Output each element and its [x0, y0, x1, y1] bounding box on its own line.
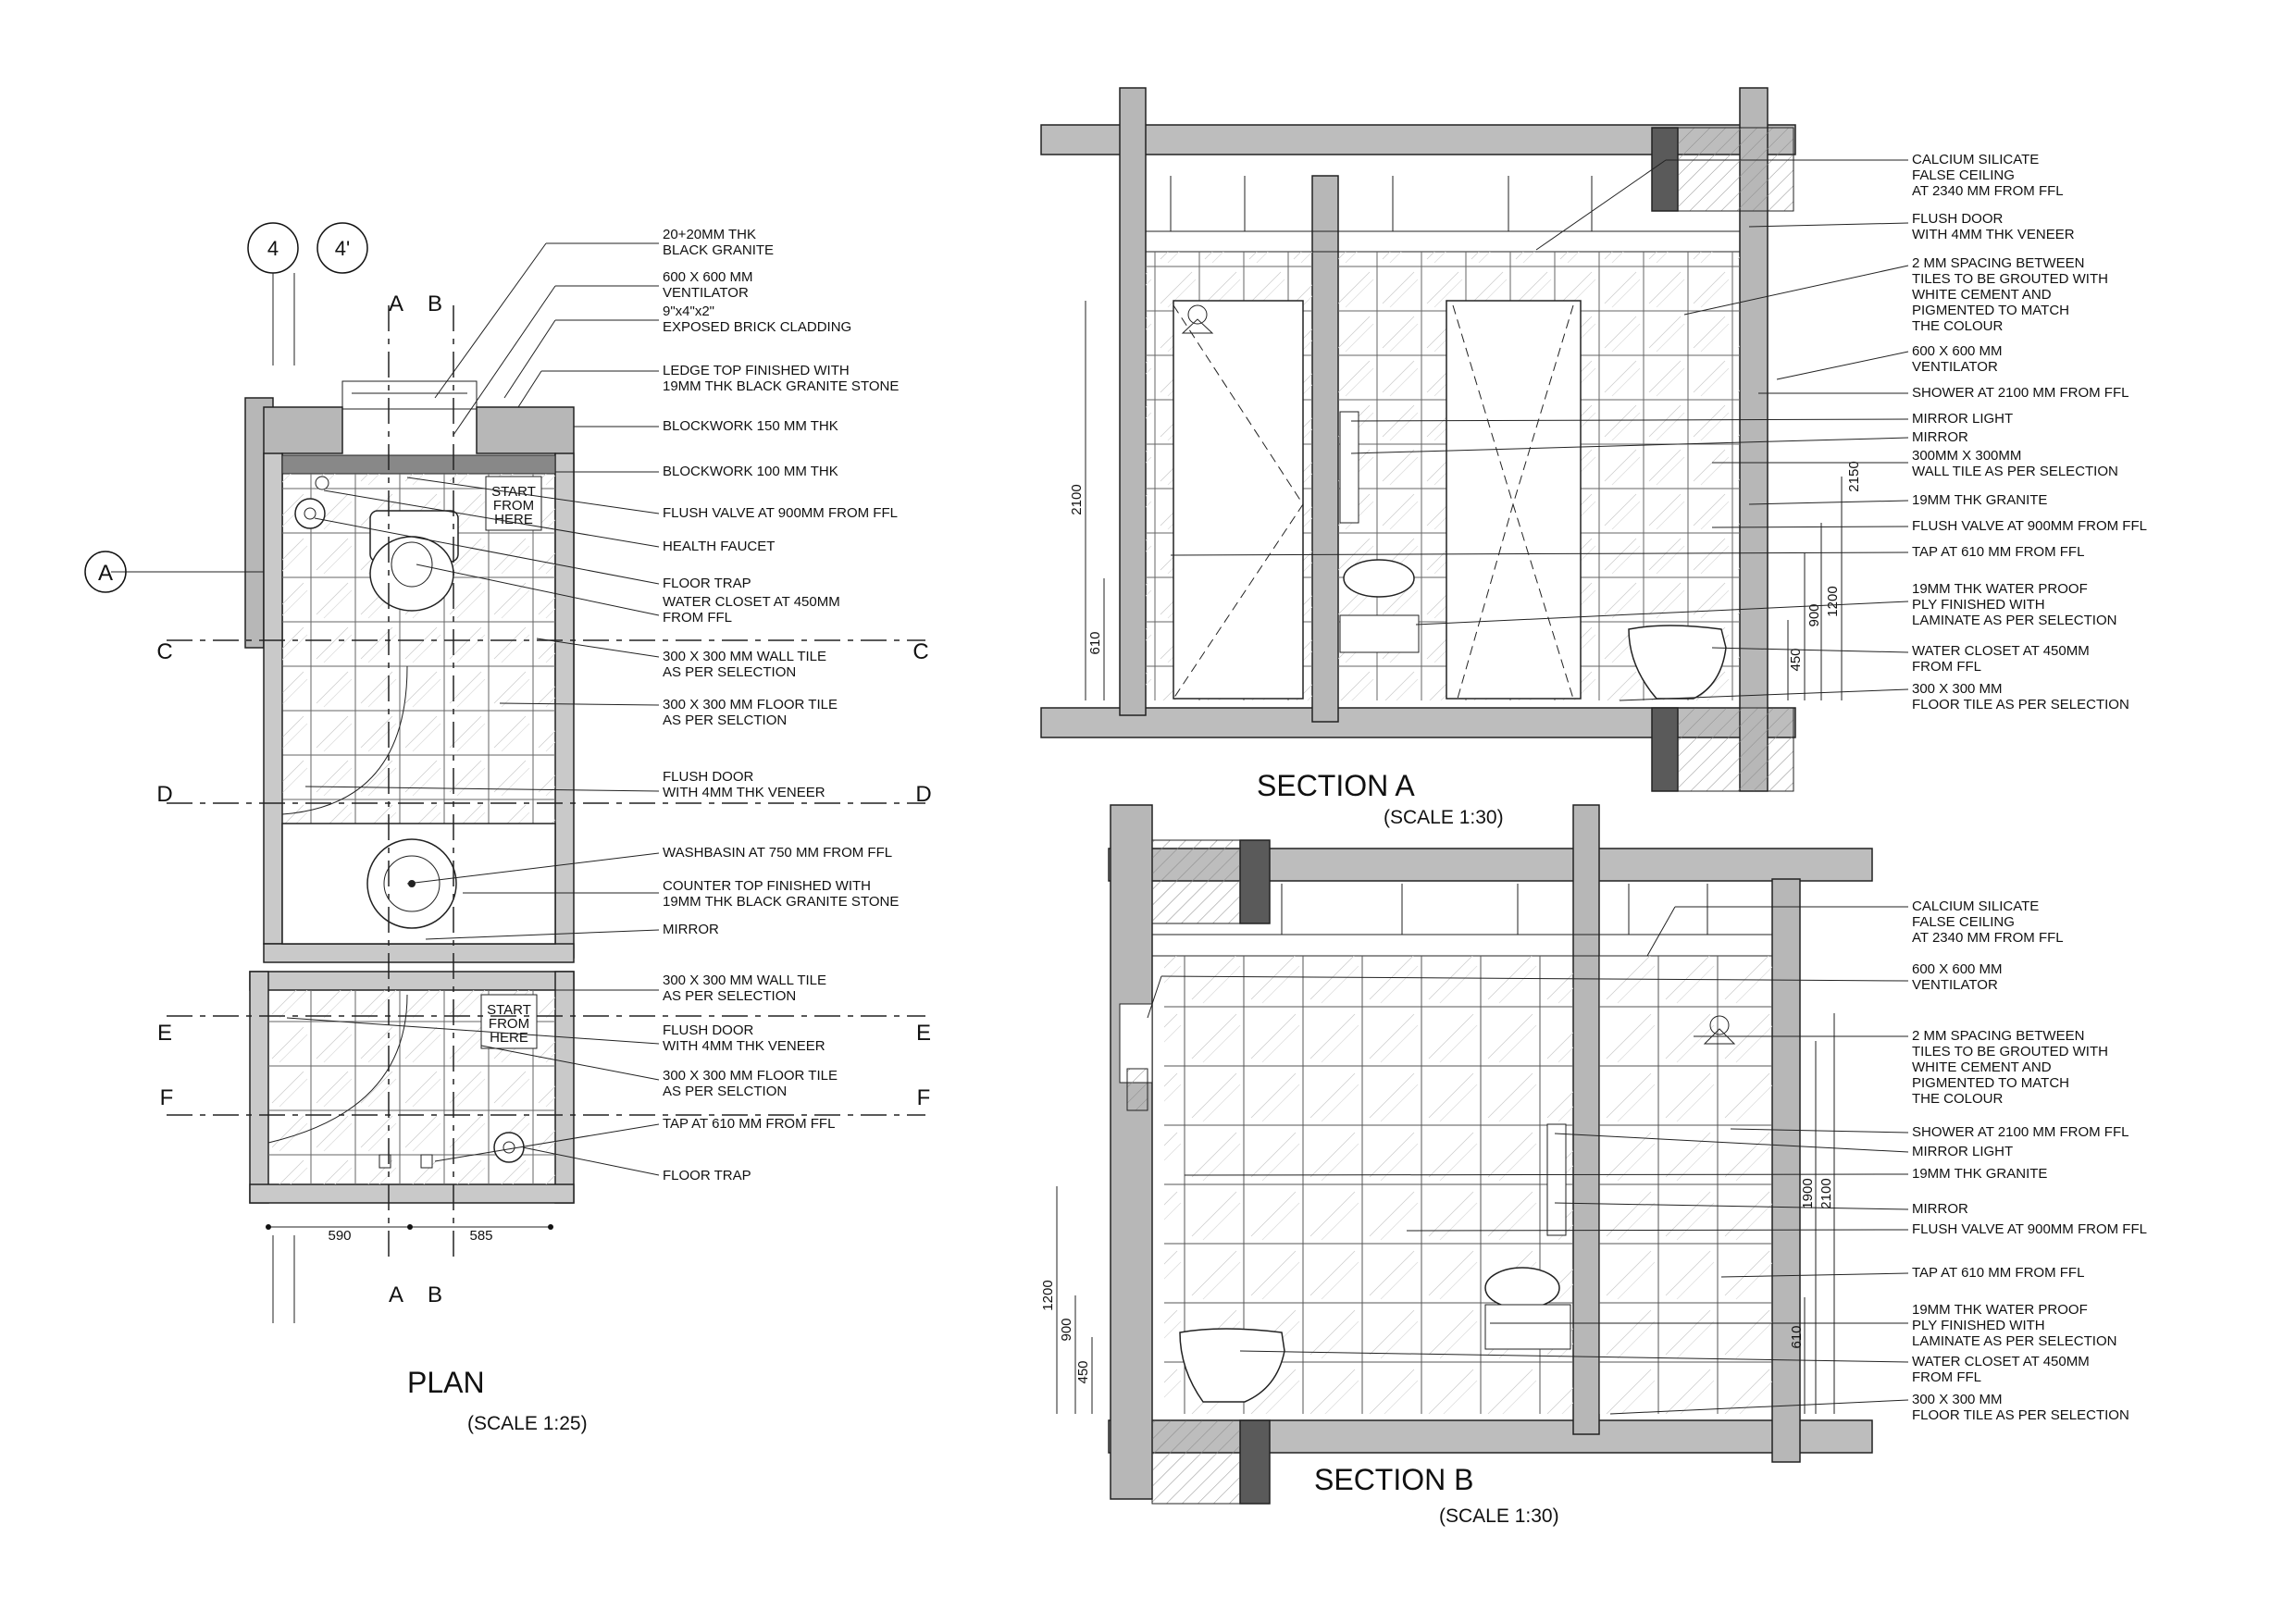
- svg-text:1200: 1200: [1040, 1280, 1056, 1311]
- section-a-note-9-line-0: FLUSH VALVE AT 900MM FROM FFL: [1912, 518, 2147, 534]
- plan-note-0-line-1: BLACK GRANITE: [663, 242, 775, 258]
- section-a-note-6-line-0: MIRROR: [1912, 429, 1968, 445]
- plan-note-10-line-1: AS PER SELECTION: [663, 664, 797, 680]
- plan-note-17-line-1: WITH 4MM THK VENEER: [663, 1038, 825, 1054]
- plan-note-12-line-0: FLUSH DOOR: [663, 769, 754, 785]
- svg-text:2100: 2100: [1818, 1178, 1834, 1209]
- plan-note-4-line-0: BLOCKWORK 150 MM THK: [663, 418, 838, 434]
- plan-note-16-line-0: 300 X 300 MM WALL TILE: [663, 973, 827, 988]
- section-a-note-3-line-1: VENTILATOR: [1912, 359, 1998, 375]
- section-b-note-0-line-2: AT 2340 MM FROM FFL: [1912, 930, 2064, 946]
- plan-note-6-line-0: FLUSH VALVE AT 900MM FROM FFL: [663, 505, 898, 521]
- section-b-note-2-line-0: 2 MM SPACING BETWEEN: [1912, 1028, 2085, 1044]
- section-b-note-10-line-1: FROM FFL: [1912, 1369, 1981, 1385]
- section-a-note-0-line-2: AT 2340 MM FROM FFL: [1912, 183, 2064, 199]
- section-a-note-12-line-0: WATER CLOSET AT 450MM: [1912, 643, 2090, 659]
- section-a-drawing: [1041, 88, 2147, 828]
- section-b-note-11-line-1: FLOOR TILE AS PER SELECTION: [1912, 1407, 2129, 1423]
- plan-note-9-line-1: FROM FFL: [663, 610, 732, 626]
- svg-text:A: A: [388, 1282, 404, 1307]
- section-a-note-2-line-1: TILES TO BE GROUTED WITH: [1912, 271, 2108, 287]
- section-b-note-0-line-1: FALSE CEILING: [1912, 914, 2015, 930]
- plan-note-15-line-0: MIRROR: [663, 922, 719, 937]
- section-b-note-6-line-0: MIRROR: [1912, 1201, 1968, 1217]
- section-b-note-2-line-2: WHITE CEMENT AND: [1912, 1059, 2052, 1075]
- section-a-scale: (SCALE 1:30): [1384, 807, 1504, 828]
- plan-scale: (SCALE 1:25): [467, 1413, 588, 1434]
- plan-note-20-line-0: FLOOR TRAP: [663, 1168, 751, 1183]
- plan-note-18-line-1: AS PER SELCTION: [663, 1084, 788, 1099]
- section-b-notes: [1912, 898, 2147, 1423]
- svg-text:450: 450: [1075, 1360, 1091, 1384]
- svg-text:F: F: [916, 1085, 931, 1110]
- section-a-note-8-line-0: 19MM THK GRANITE: [1912, 492, 2048, 508]
- section-b-title: SECTION B: [1314, 1463, 1474, 1496]
- svg-text:FROM: FROM: [492, 498, 535, 514]
- svg-text:E: E: [156, 1021, 173, 1046]
- grid-label-4-prime: 4': [334, 237, 351, 260]
- plan-note-11-line-0: 300 X 300 MM FLOOR TILE: [663, 697, 838, 712]
- plan-drawing: [85, 223, 932, 1434]
- svg-text:1200: 1200: [1825, 586, 1841, 617]
- svg-text:E: E: [915, 1021, 932, 1046]
- svg-text:2100: 2100: [1069, 484, 1085, 515]
- section-b-scale: (SCALE 1:30): [1439, 1505, 1559, 1527]
- plan-note-9-line-0: WATER CLOSET AT 450MM: [663, 594, 840, 610]
- section-b-note-2-line-3: PIGMENTED TO MATCH: [1912, 1075, 2070, 1091]
- plan-note-3-line-1: 19MM THK BLACK GRANITE STONE: [663, 378, 900, 394]
- section-a-note-12-line-1: FROM FFL: [1912, 659, 1981, 675]
- svg-text:610: 610: [1087, 631, 1103, 655]
- svg-text:900: 900: [1059, 1318, 1074, 1342]
- svg-text:C: C: [912, 639, 929, 664]
- plan-note-7-line-0: HEALTH FAUCET: [663, 539, 776, 554]
- grid-label-4: 4: [267, 237, 279, 260]
- svg-text:450: 450: [1788, 648, 1804, 672]
- plan-title: PLAN: [407, 1366, 485, 1399]
- section-b-note-11-line-0: 300 X 300 MM: [1912, 1392, 2003, 1407]
- section-b-note-3-line-0: SHOWER AT 2100 MM FROM FFL: [1912, 1124, 2129, 1140]
- section-a-note-13-line-1: FLOOR TILE AS PER SELECTION: [1912, 697, 2129, 712]
- svg-text:FROM: FROM: [488, 1016, 530, 1032]
- section-b-note-1-line-1: VENTILATOR: [1912, 977, 1998, 993]
- section-b-note-2-line-1: TILES TO BE GROUTED WITH: [1912, 1044, 2108, 1059]
- marker-a-left: A: [97, 561, 114, 586]
- svg-text:A: A: [388, 291, 404, 316]
- svg-text:B: B: [427, 291, 443, 316]
- svg-text:START: START: [491, 484, 536, 500]
- svg-text:2150: 2150: [1846, 461, 1862, 492]
- plan-note-17-line-0: FLUSH DOOR: [663, 1022, 754, 1038]
- section-a-notes: [1912, 152, 2147, 712]
- plan-notes: [663, 227, 899, 1183]
- section-a-note-11-line-2: LAMINATE AS PER SELECTION: [1912, 613, 2117, 628]
- plan-note-5-line-0: BLOCKWORK 100 MM THK: [663, 464, 838, 479]
- section-b-note-9-line-1: PLY FINISHED WITH: [1912, 1318, 2045, 1333]
- plan-note-1-line-1: VENTILATOR: [663, 285, 749, 301]
- section-b-note-5-line-0: 19MM THK GRANITE: [1912, 1166, 2048, 1182]
- section-a-note-7-line-1: WALL TILE AS PER SELECTION: [1912, 464, 2118, 479]
- plan-note-14-line-1: 19MM THK BLACK GRANITE STONE: [663, 894, 900, 910]
- svg-text:900: 900: [1806, 603, 1822, 627]
- svg-text:HERE: HERE: [494, 512, 533, 527]
- section-a-note-0-line-1: FALSE CEILING: [1912, 167, 2015, 183]
- section-a-note-2-line-3: PIGMENTED TO MATCH: [1912, 303, 2070, 318]
- section-a-note-4-line-0: SHOWER AT 2100 MM FROM FFL: [1912, 385, 2129, 401]
- svg-text:585: 585: [469, 1228, 493, 1244]
- section-a-note-0-line-0: CALCIUM SILICATE: [1912, 152, 2040, 167]
- section-a-note-1-line-0: FLUSH DOOR: [1912, 211, 2004, 227]
- plan-note-1-line-0: 600 X 600 MM: [663, 269, 753, 285]
- plan-note-0-line-0: 20+20MM THK: [663, 227, 757, 242]
- svg-text:HERE: HERE: [490, 1030, 528, 1046]
- section-b-note-4-line-0: MIRROR LIGHT: [1912, 1144, 2014, 1159]
- svg-text:D: D: [915, 782, 932, 807]
- svg-text:START: START: [487, 1002, 531, 1018]
- section-a-note-10-line-0: TAP AT 610 MM FROM FFL: [1912, 544, 2085, 560]
- section-b-note-7-line-0: FLUSH VALVE AT 900MM FROM FFL: [1912, 1221, 2147, 1237]
- plan-note-13-line-0: WASHBASIN AT 750 MM FROM FFL: [663, 845, 893, 861]
- plan-note-14-line-0: COUNTER TOP FINISHED WITH: [663, 878, 872, 894]
- plan-note-8-line-0: FLOOR TRAP: [663, 576, 751, 591]
- section-a-note-5-line-0: MIRROR LIGHT: [1912, 411, 2014, 427]
- section-a-note-2-line-4: THE COLOUR: [1912, 318, 2004, 334]
- plan-note-12-line-1: WITH 4MM THK VENEER: [663, 785, 825, 800]
- section-b-note-0-line-0: CALCIUM SILICATE: [1912, 898, 2040, 914]
- plan-note-3-line-0: LEDGE TOP FINISHED WITH: [663, 363, 850, 378]
- section-a-note-13-line-0: 300 X 300 MM: [1912, 681, 2003, 697]
- plan-note-18-line-0: 300 X 300 MM FLOOR TILE: [663, 1068, 838, 1084]
- section-b-note-9-line-2: LAMINATE AS PER SELECTION: [1912, 1333, 2117, 1349]
- section-a-note-1-line-1: WITH 4MM THK VENEER: [1912, 227, 2075, 242]
- section-b-note-9-line-0: 19MM THK WATER PROOF: [1912, 1302, 2088, 1318]
- plan-note-2-line-1: EXPOSED BRICK CLADDING: [663, 319, 852, 335]
- section-a-note-11-line-0: 19MM THK WATER PROOF: [1912, 581, 2088, 597]
- section-a-note-2-line-2: WHITE CEMENT AND: [1912, 287, 2052, 303]
- section-a-note-3-line-0: 600 X 600 MM: [1912, 343, 2003, 359]
- svg-text:1900: 1900: [1800, 1178, 1816, 1209]
- svg-text:F: F: [159, 1085, 174, 1110]
- section-a-note-2-line-0: 2 MM SPACING BETWEEN: [1912, 255, 2085, 271]
- section-b-note-10-line-0: WATER CLOSET AT 450MM: [1912, 1354, 2090, 1369]
- svg-text:C: C: [156, 639, 173, 664]
- section-a-note-7-line-0: 300MM X 300MM: [1912, 448, 2022, 464]
- svg-text:D: D: [156, 782, 173, 807]
- svg-text:610: 610: [1789, 1325, 1805, 1349]
- section-b-note-2-line-4: THE COLOUR: [1912, 1091, 2004, 1107]
- plan-note-11-line-1: AS PER SELCTION: [663, 712, 788, 728]
- plan-note-16-line-1: AS PER SELECTION: [663, 988, 797, 1004]
- plan-note-19-line-0: TAP AT 610 MM FROM FFL: [663, 1116, 836, 1132]
- section-b-note-8-line-0: TAP AT 610 MM FROM FFL: [1912, 1265, 2085, 1281]
- svg-text:B: B: [427, 1282, 443, 1307]
- section-b-drawing: [1040, 805, 2147, 1527]
- section-b-note-1-line-0: 600 X 600 MM: [1912, 961, 2003, 977]
- svg-text:590: 590: [328, 1228, 352, 1244]
- plan-note-2-line-0: 9"x4"x2": [663, 304, 715, 319]
- section-a-note-11-line-1: PLY FINISHED WITH: [1912, 597, 2045, 613]
- section-a-title: SECTION A: [1257, 769, 1415, 802]
- plan-note-10-line-0: 300 X 300 MM WALL TILE: [663, 649, 827, 664]
